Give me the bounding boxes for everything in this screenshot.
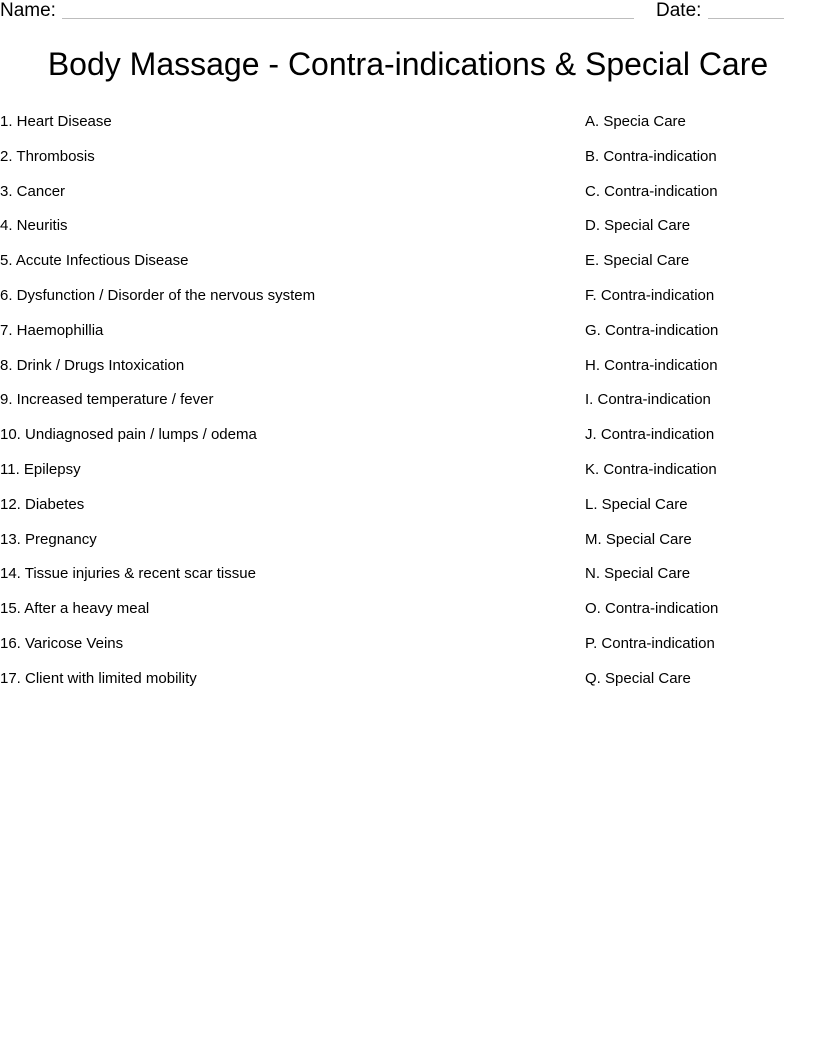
term-item: 14. Tissue injuries & recent scar tissue	[0, 565, 256, 583]
answer-item: I. Contra-indication	[585, 391, 711, 409]
page-title: Body Massage - Contra-indications & Special Care	[47, 46, 769, 82]
answer-item: Q. Special Care	[585, 669, 691, 687]
answer-item: N. Special Care	[585, 565, 691, 583]
term-item: 3. Cancer	[0, 182, 66, 200]
answer-item: P. Contra-indication	[585, 634, 715, 652]
term-item: 10. Undiagnosed pain / lumps / odema	[0, 426, 257, 444]
name-label: Name:	[0, 0, 56, 21]
date-field[interactable]	[708, 18, 784, 19]
answer-item: F. Contra-indication	[585, 286, 715, 304]
worksheet-header	[0, 0, 816, 24]
term-item: 12. Diabetes	[0, 495, 85, 513]
terms-list	[0, 112, 560, 704]
term-item: 9. Increased temperature / fever	[0, 391, 214, 409]
answer-item: G. Contra-indication	[585, 321, 719, 339]
answer-item: H. Contra-indication	[585, 356, 718, 374]
term-item: 16. Varicose Veins	[0, 634, 124, 652]
term-item: 13. Pregnancy	[0, 530, 97, 548]
term-item: 5. Accute Infectious Disease	[0, 252, 189, 270]
answer-item: K. Contra-indication	[585, 460, 717, 478]
term-item: 6. Dysfunction / Disorder of the nervous system	[0, 286, 316, 304]
term-item: 17. Client with limited mobility	[0, 669, 197, 687]
term-item: 2. Thrombosis	[0, 147, 95, 165]
date-label: Date:	[656, 0, 702, 21]
answer-item: B. Contra-indication	[585, 147, 717, 165]
name-field[interactable]	[62, 18, 634, 19]
answer-item: M. Special Care	[585, 530, 692, 548]
answer-item: C. Contra-indication	[585, 182, 718, 200]
term-item: 11. Epilepsy	[0, 460, 81, 478]
term-item: 7. Haemophillia	[0, 321, 104, 339]
answer-item: J. Contra-indication	[585, 426, 715, 444]
term-item: 15. After a heavy meal	[0, 600, 150, 618]
answer-item: O. Contra-indication	[585, 600, 719, 618]
answer-item: L. Special Care	[585, 495, 688, 513]
answer-item: A. Specia Care	[585, 113, 686, 130]
term-item: 1. Heart Disease	[0, 113, 112, 130]
term-item: 4. Neuritis	[0, 217, 68, 235]
answers-list	[585, 112, 810, 704]
term-item: 8. Drink / Drugs Intoxication	[0, 356, 185, 374]
answer-item: D. Special Care	[585, 217, 691, 235]
answer-item: E. Special Care	[585, 252, 690, 270]
